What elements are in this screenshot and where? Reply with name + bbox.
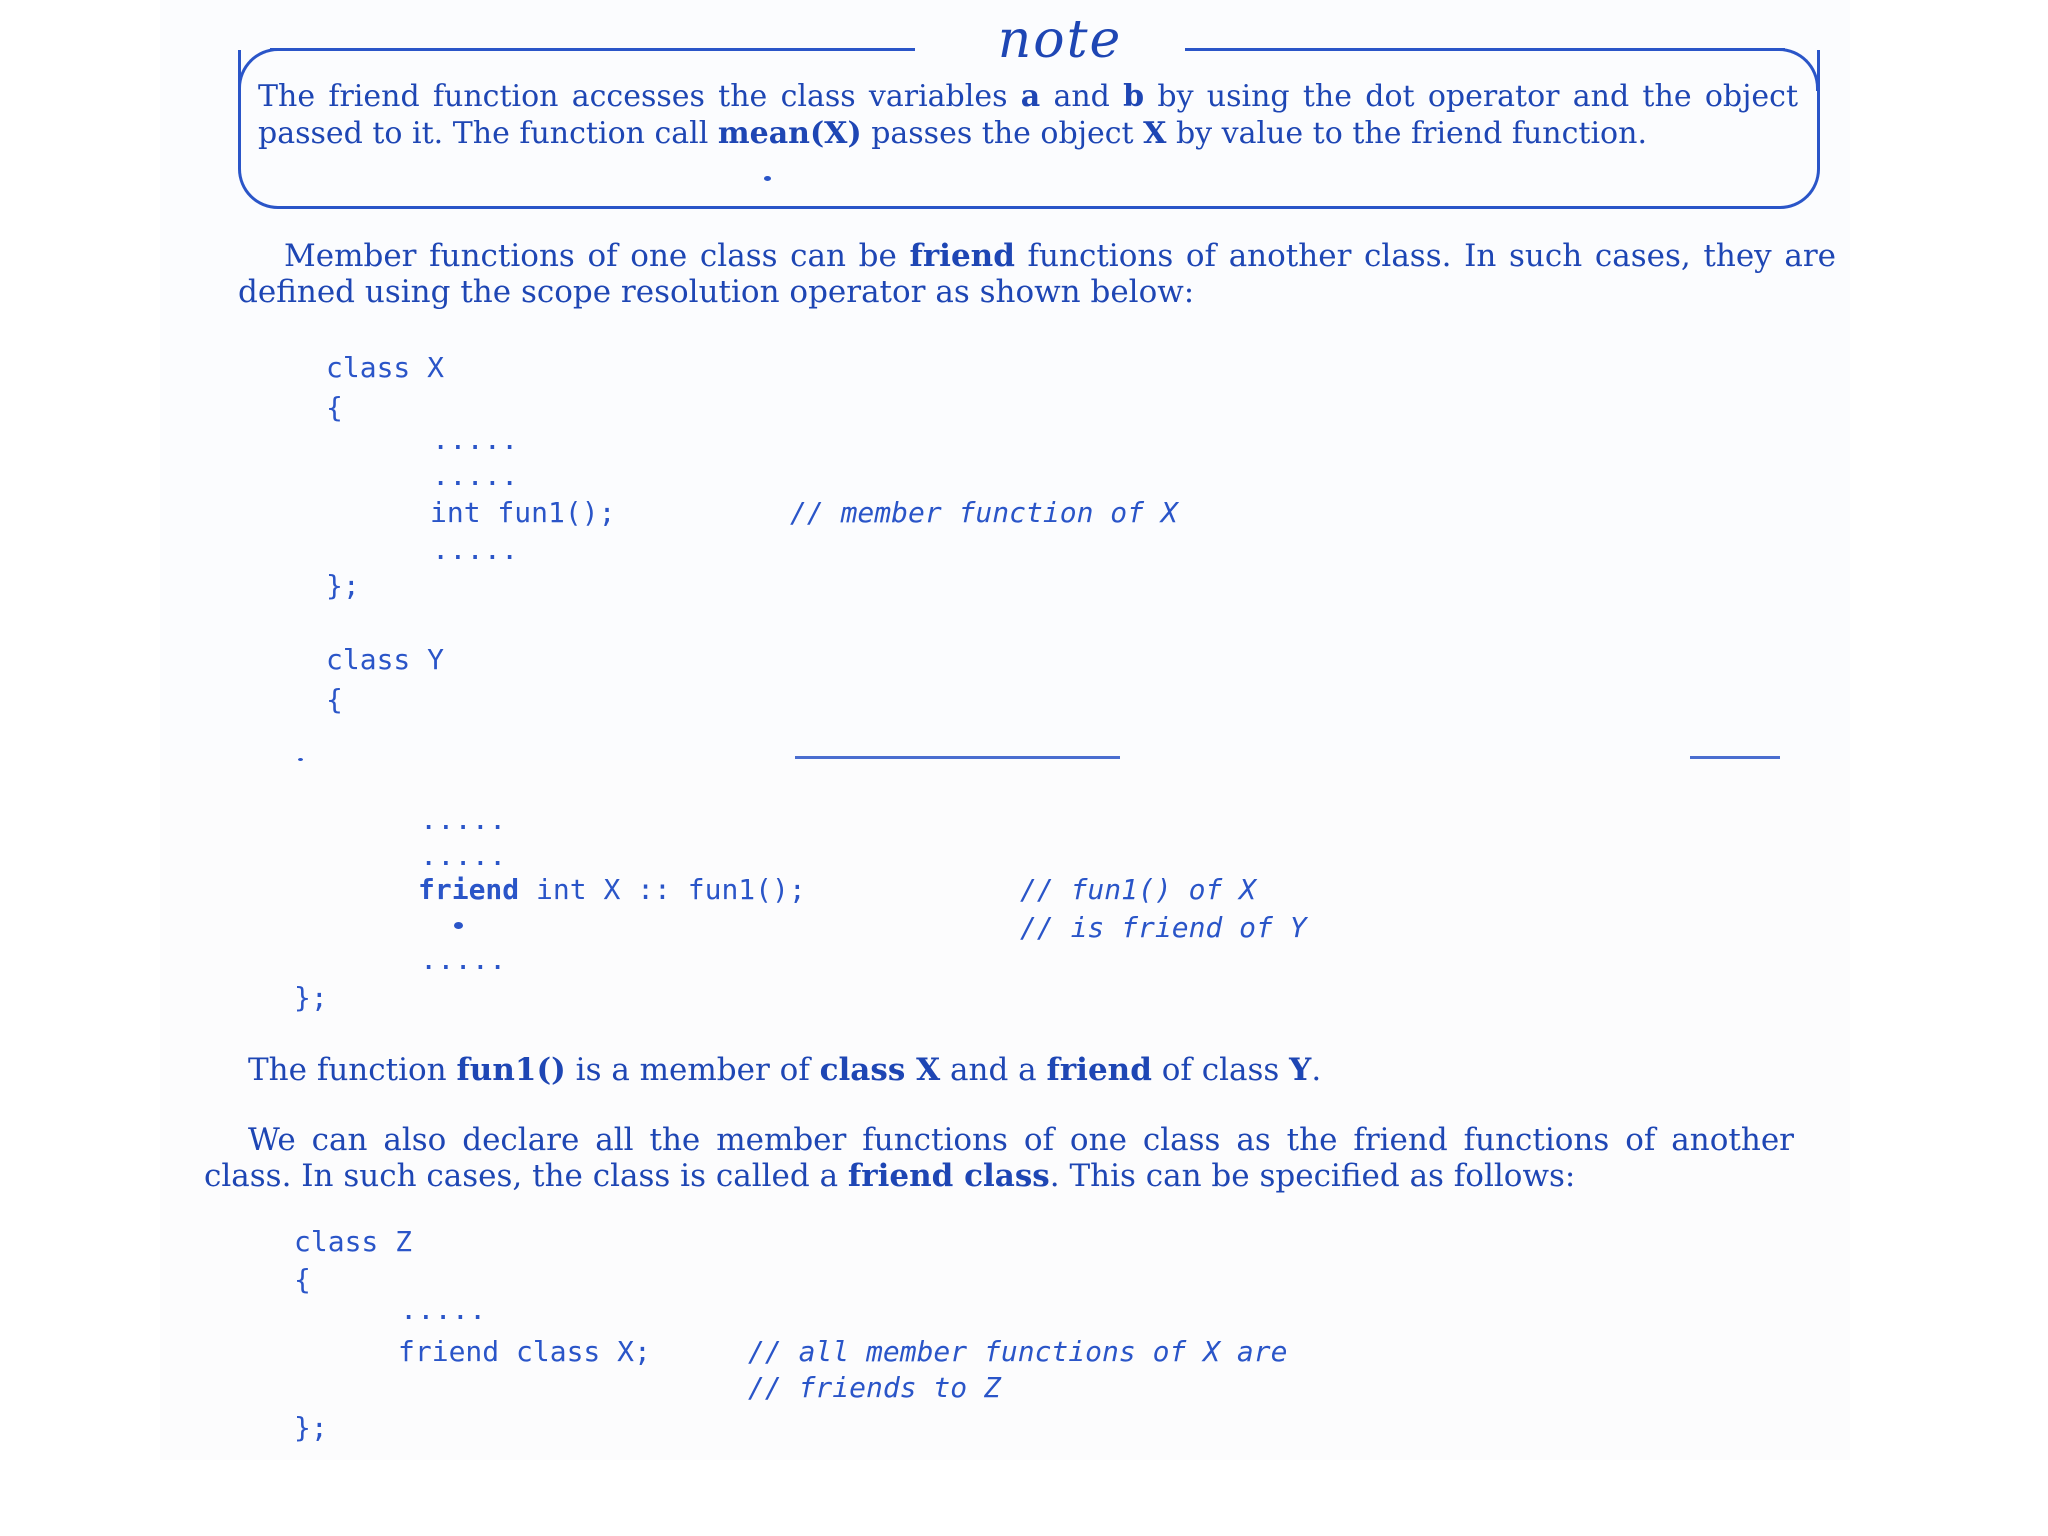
ink-speck (764, 176, 771, 181)
ellipsis: ..... (434, 466, 521, 491)
note-title: note (997, 10, 1123, 70)
code-comment: // member function of X (790, 496, 1178, 529)
scan-artifact-line (795, 756, 1120, 759)
ellipsis: ..... (422, 950, 509, 975)
ellipsis: ..... (402, 1300, 489, 1325)
ink-speck (298, 758, 303, 761)
code-comment: // friends to Z (748, 1371, 1001, 1404)
ellipsis: ..... (434, 540, 521, 565)
code-line: { (326, 683, 343, 716)
code-line: { (326, 391, 343, 424)
code-line: { (294, 1263, 311, 1296)
code-line: class Y (326, 643, 445, 676)
code-line: friend int X :: fun1(); (418, 873, 806, 906)
ellipsis: ..... (422, 810, 509, 835)
code-line: int fun1(); (430, 496, 616, 529)
code-line: }; (294, 1411, 328, 1444)
code-line: }; (326, 569, 360, 602)
code-comment: // fun1() of X (1020, 873, 1257, 906)
code-comment: // all member functions of X are (748, 1335, 1288, 1368)
paragraph-fun1-friend: The function fun1() is a member of class X and a friend of class Y. (248, 1052, 1322, 1088)
code-line: }; (294, 981, 328, 1014)
code-line: class Z (294, 1225, 413, 1258)
code-comment: // is friend of Y (1020, 911, 1307, 944)
paragraph-friend-class: We can also declare all the member functions of one class as the friend functions of another class. In such cases, the class is called a friend class. This can be specified as follows: (204, 1122, 1794, 1194)
scan-artifact-line (1690, 756, 1780, 759)
code-line: friend class X; (398, 1335, 651, 1368)
ellipsis: ..... (422, 846, 509, 871)
ink-speck (454, 922, 463, 929)
note-text: The friend function accesses the class variables a and b by using the dot operator and the object passed to it. The function call mean(X) passes the object X by value to the friend function. (258, 79, 1798, 151)
ellipsis: ..... (434, 430, 521, 455)
paragraph-member-friend: Member functions of one class can be friend functions of another class. In such cases, they are defined using the scope resolution operator as shown below: (238, 238, 1836, 310)
code-line: class X (326, 351, 445, 384)
